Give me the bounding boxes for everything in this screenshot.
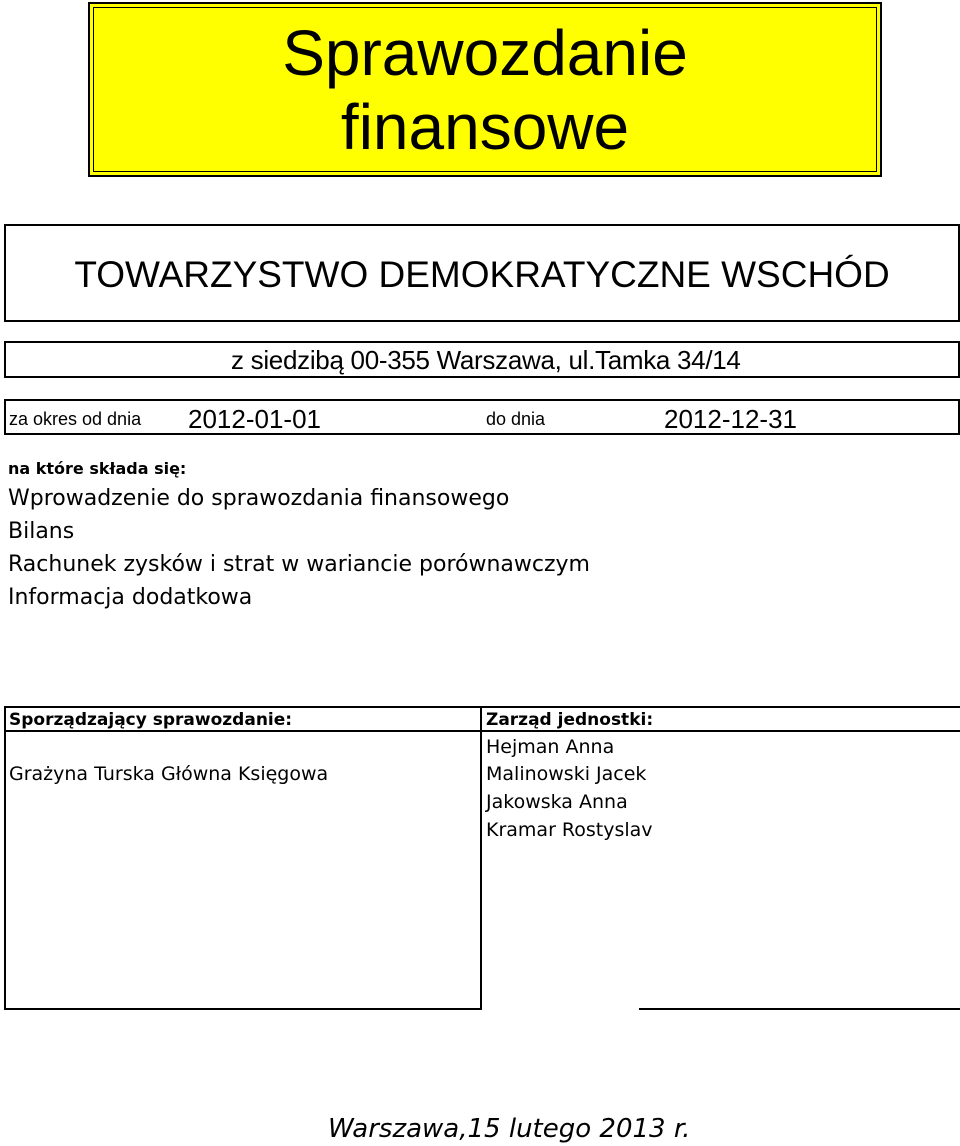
period-from-label: za okres od dnia	[9, 409, 142, 429]
board-label: Zarząd jednostki:	[486, 710, 654, 730]
title-line-2: finansowe	[340, 90, 630, 163]
board-member: Jakowska Anna	[486, 791, 628, 813]
period-to-label: do dnia	[486, 409, 546, 429]
period-box	[4, 399, 960, 435]
period-from-date: 2012-01-01	[188, 404, 321, 434]
contents-label: na które składa się:	[8, 459, 187, 478]
signatures-header-divider	[4, 730, 960, 732]
contents-item: Rachunek zysków i strat w wariancie porównawczym	[8, 552, 590, 577]
company-name-box	[4, 224, 960, 322]
board-member: Kramar Rostyslav	[486, 819, 653, 841]
address-box	[4, 341, 960, 378]
period-to-date: 2012-12-31	[664, 404, 797, 434]
board-member: Malinowski Jacek	[486, 763, 647, 785]
title-line-1: Sprawozdanie	[282, 16, 688, 89]
preparer-label: Sporządzający sprawozdanie:	[9, 710, 293, 730]
signatures-bottom-line-left	[4, 1008, 482, 1010]
board-member: Hejman Anna	[486, 736, 615, 758]
title-box	[88, 2, 882, 177]
place-date: Warszawa,15 lutego 2013 r.	[328, 1114, 691, 1144]
signatures-bottom-line-right	[639, 1008, 960, 1010]
title-inner	[93, 7, 877, 172]
contents-item: Wprowadzenie do sprawozdania finansowego	[8, 486, 510, 511]
contents-item: Informacja dodatkowa	[8, 585, 253, 610]
address-text: z siedzibą 00-355 Warszawa, ul.Tamka 34/14	[231, 345, 741, 375]
signatures-box	[4, 706, 960, 1010]
preparer-name: Grażyna Turska Główna Księgowa	[9, 763, 329, 785]
company-name: TOWARZYSTWO DEMOKRATYCZNE WSCHÓD	[74, 254, 890, 295]
signatures-column-divider	[480, 706, 482, 1010]
contents-item: Bilans	[8, 519, 75, 544]
